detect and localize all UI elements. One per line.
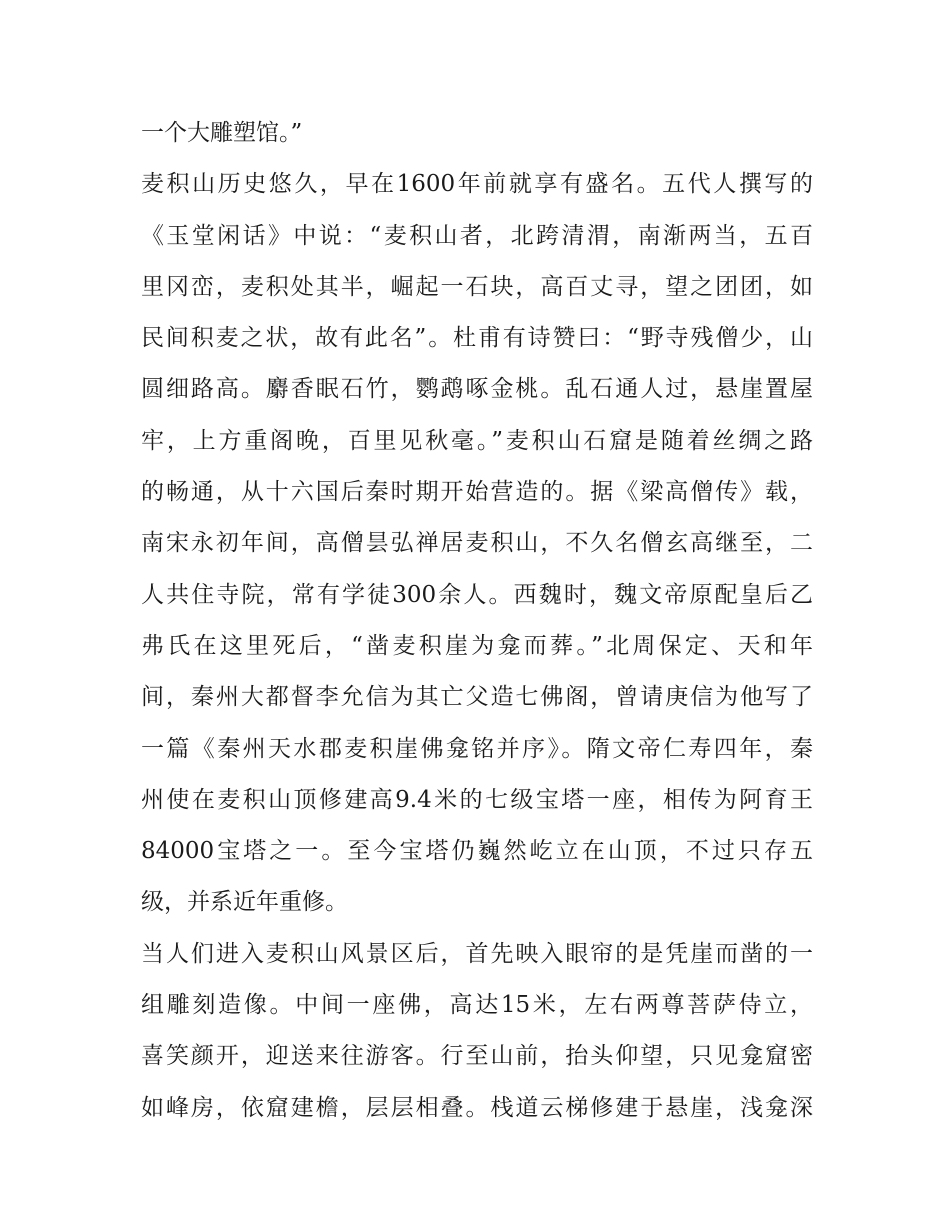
text-line: 牢，上方重阁晚，百里见秋毫。”麦积山石窟是随着丝绸之路 — [141, 427, 813, 454]
text-line: 一个大雕塑馆。” — [141, 120, 303, 146]
text-line: 当人们进入麦积山风景区后，首先映入眼帘的是凭崖而凿的一 — [141, 940, 813, 967]
text-line: 南宋永初年间，高僧昙弘禅居麦积山，不久名僧玄高继至，二 — [141, 530, 813, 557]
text-line: 84000宝塔之一。至今宝塔仍巍然屹立在山顶，不过只存五 — [141, 838, 813, 865]
text-line: 组雕刻造像。中间一座佛，高达15米，左右两尊菩萨侍立， — [141, 992, 813, 1019]
text-line: 民间积麦之状，故有此名”。杜甫有诗赞曰：“野寺残僧少，山 — [141, 325, 813, 352]
text-line: 人共住寺院，常有学徒300余人。西魏时，魏文帝原配皇后乙 — [141, 581, 813, 608]
text-line: 圆细路高。麝香眠石竹，鹦鹉啄金桃。乱石通人过，悬崖置屋 — [141, 376, 813, 403]
body-text — [141, 108, 813, 1134]
text-line: 《玉堂闲话》中说：“麦积山者，北跨清渭，南渐两当，五百 — [141, 222, 813, 249]
text-line: 一篇《秦州天水郡麦积崖佛龛铭并序》。隋文帝仁寿四年，秦 — [141, 735, 813, 762]
text-line: 麦积山历史悠久，早在1600年前就享有盛名。五代人撰写的 — [141, 171, 813, 198]
text-line: 间，秦州大都督李允信为其亡父造七佛阁，曾请庚信为他写了 — [141, 684, 813, 711]
text-line: 级，并系近年重修。 — [141, 889, 348, 916]
text-line: 弗氏在这里死后，“凿麦积崖为龛而葬。”北周保定、天和年 — [141, 632, 813, 659]
text-line: 的畅通，从十六国后秦时期开始营造的。据《梁高僧传》载， — [141, 479, 813, 506]
text-line: 州使在麦积山顶修建高9.4米的七级宝塔一座，相传为阿育王 — [141, 786, 813, 813]
text-line: 喜笑颜开，迎送来往游客。行至山前，抬头仰望，只见龛窟密 — [141, 1043, 813, 1070]
text-line: 如峰房，依窟建檐，层层相叠。栈道云梯修建于悬崖，浅龛深 — [141, 1094, 813, 1121]
text-line: 里冈峦，麦积处其半，崛起一石块，高百丈寻，望之团团，如 — [141, 273, 813, 300]
